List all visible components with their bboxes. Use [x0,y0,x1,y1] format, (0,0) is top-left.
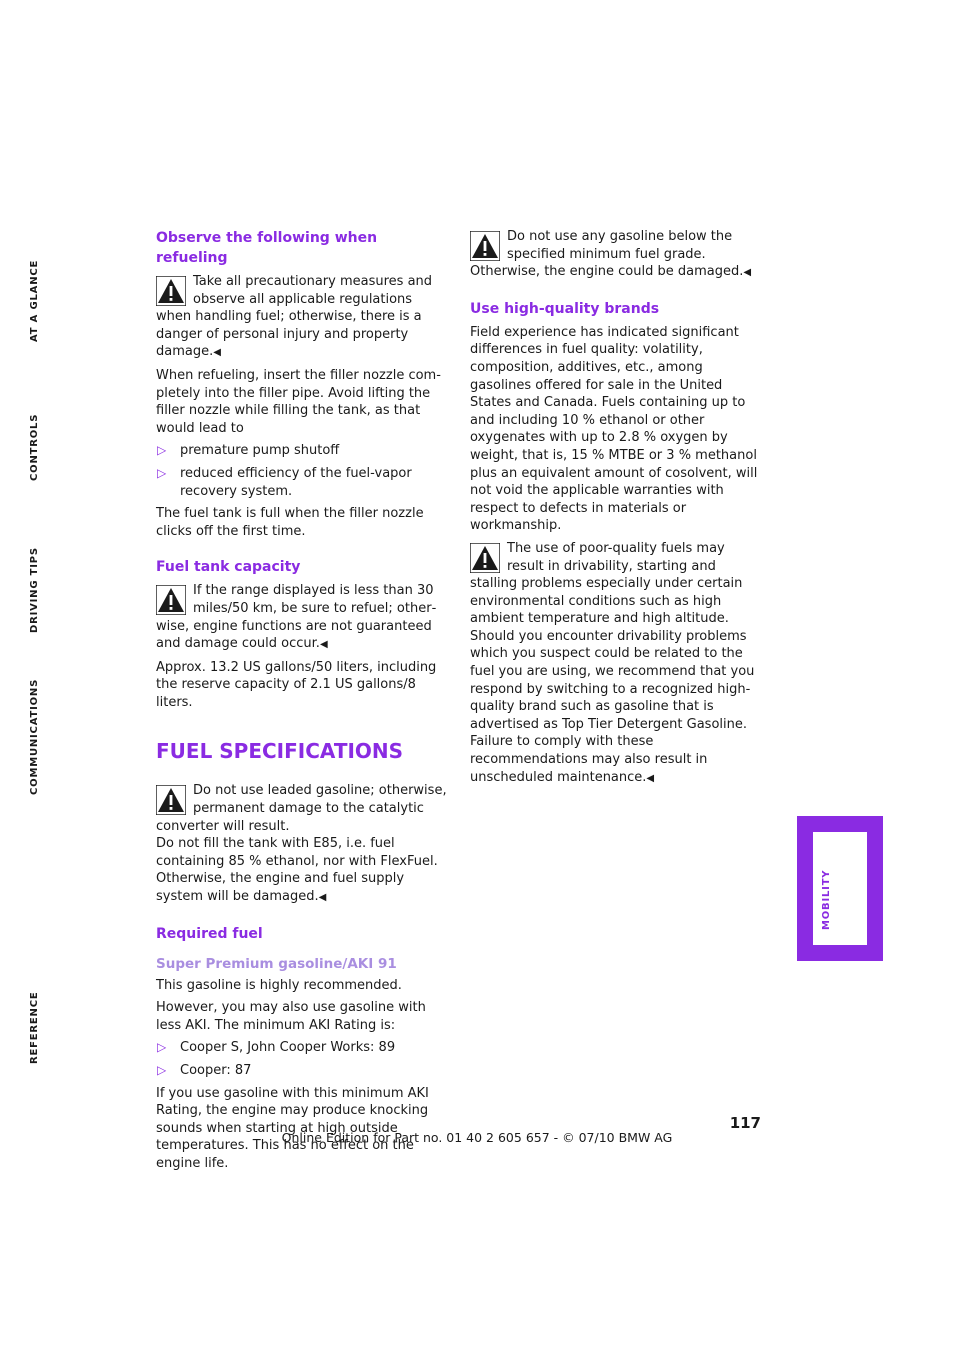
end-mark-icon: ◀ [319,639,328,651]
warning-triangle-icon [156,276,186,306]
warning-triangle-icon [470,231,500,261]
paragraph: If you use gasoline with this minimum AKI Rating, the engine may produce knocking sounds when starting at high outside temperatures. This has no effect on the engine life. [156,1085,429,1171]
end-mark-icon: ◀ [213,347,221,359]
footer: Online Edition for Part no. 01 40 2 605 657 - © 07/10 BMW AG [281,1130,673,1145]
section-heading-refueling: Observe the following when refueling [156,230,378,266]
list-item: ▷ reduced efficiency of the fuel-vapor recovery system. [157,465,412,499]
warning-triangle-icon [470,543,500,573]
warning-poor-quality-fuels [470,540,762,787]
bullet-arrow-icon: ▷ [157,1063,167,1077]
tab-mobility-active[interactable] [797,816,883,961]
warning-leaded-gasoline [156,782,448,906]
list-item: ▷ Cooper: 87 [157,1063,252,1078]
list-item: ▷ Cooper S, John Cooper Works: 89 [157,1040,396,1056]
end-mark-icon: ◀ [743,267,752,279]
warning-triangle-icon [156,585,186,615]
section-heading-brands: Use high-quality brands [470,300,660,317]
end-mark-icon: ◀ [318,892,327,904]
warning-minimum-grade [470,228,762,282]
bullet-arrow-icon: ▷ [157,1040,167,1055]
warning-refueling [156,273,448,362]
warning-text: The use of poor-quality fuels may result in drivability, starting and stalling problems especially under certain environmental conditions such as high ambient temperature and high altitude. [470,540,743,627]
bullet-arrow-icon: ▷ [157,443,167,458]
paragraph: Approx. 13.2 US gallons/50 liters, including the reserve capacity of 2.1 US gallons/8 liters. [156,659,437,710]
paragraph: However, you may also use gasoline with less AKI. The minimum AKI Rating is: [156,1000,426,1033]
paragraph: This gasoline is highly recommended. [156,977,402,993]
list-item: ▷ premature pump shutoff [157,443,340,459]
paragraph: When refueling, insert the filler nozzle completely into the filler pipe. Avoid lifting the filler nozzle while filling the tank, as that would lead to [156,367,441,436]
warning-capacity [156,582,448,653]
warning-text: Do not use any gasoline below the specified minimum fuel grade. Otherwise, the engine could be damaged. [470,229,744,280]
paragraph: The fuel tank is full when the filler nozzle clicks off the first time. [156,506,424,539]
end-mark-icon: ◀ [646,772,655,784]
chapter-heading-fuel-specifications: FUEL SPECIFICATIONS [156,739,404,764]
warning-triangle-icon [156,785,186,815]
warning-text: Do not fill the tank with E85, i.e. fuel containing 85 % ethanol, nor with FlexFuel. Otherwise, the engine and fuel supply system will be damaged.◀ [156,836,438,905]
tab-mobility-label: MOBILITY [821,869,832,930]
bullet-arrow-icon: ▷ [157,465,167,480]
warning-text: Failure to comply with these recommendations may also result in unscheduled maintenance.◀ [470,734,708,785]
warning-text: If the range displayed is less than 30 miles/50 km, be sure to refuel; otherwise, engine functions are not guaranteed and damage could occur. [156,583,437,652]
right-column [470,228,762,792]
paragraph: Field experience has indicated significant differences in fuel quality: volatility, composition, additives, etc., among gasolines offered for sale in the United States and Canada. Fuels containing up to and including 10 % ethanol or other oxygenates with up to 2.8 % oxygen by weight, that is, 15 % MTBE or 3 % methanol plus an equivalent amount of cosolvent, will not void the applicable warranties with respect to defects in materials or workmanship. [470,324,758,534]
left-column [156,228,448,1178]
warning-text: Take all precautionary measures and observe all applicable regulations when handling fuel; otherwise, there is a danger of personal injury and property damage. [156,274,433,360]
section-heading-required-fuel: Required fuel [156,925,263,942]
page-number: 117 [729,1114,761,1132]
section-heading-capacity: Fuel tank capacity [156,559,301,576]
warning-text: Do not use leaded gasoline; otherwise, permanent damage to the catalytic converter will result. [156,783,447,834]
warning-text: Should you encounter drivability problems which you suspect could be related to the fuel you are using, we recommend that you respond by switching to a recognized high-quality brand such as gasoline that is advertised as Top Tier Detergent Gasoline. [470,628,755,732]
subsection-heading-super-premium: Super Premium gasoline/AKI 91 [156,955,397,972]
